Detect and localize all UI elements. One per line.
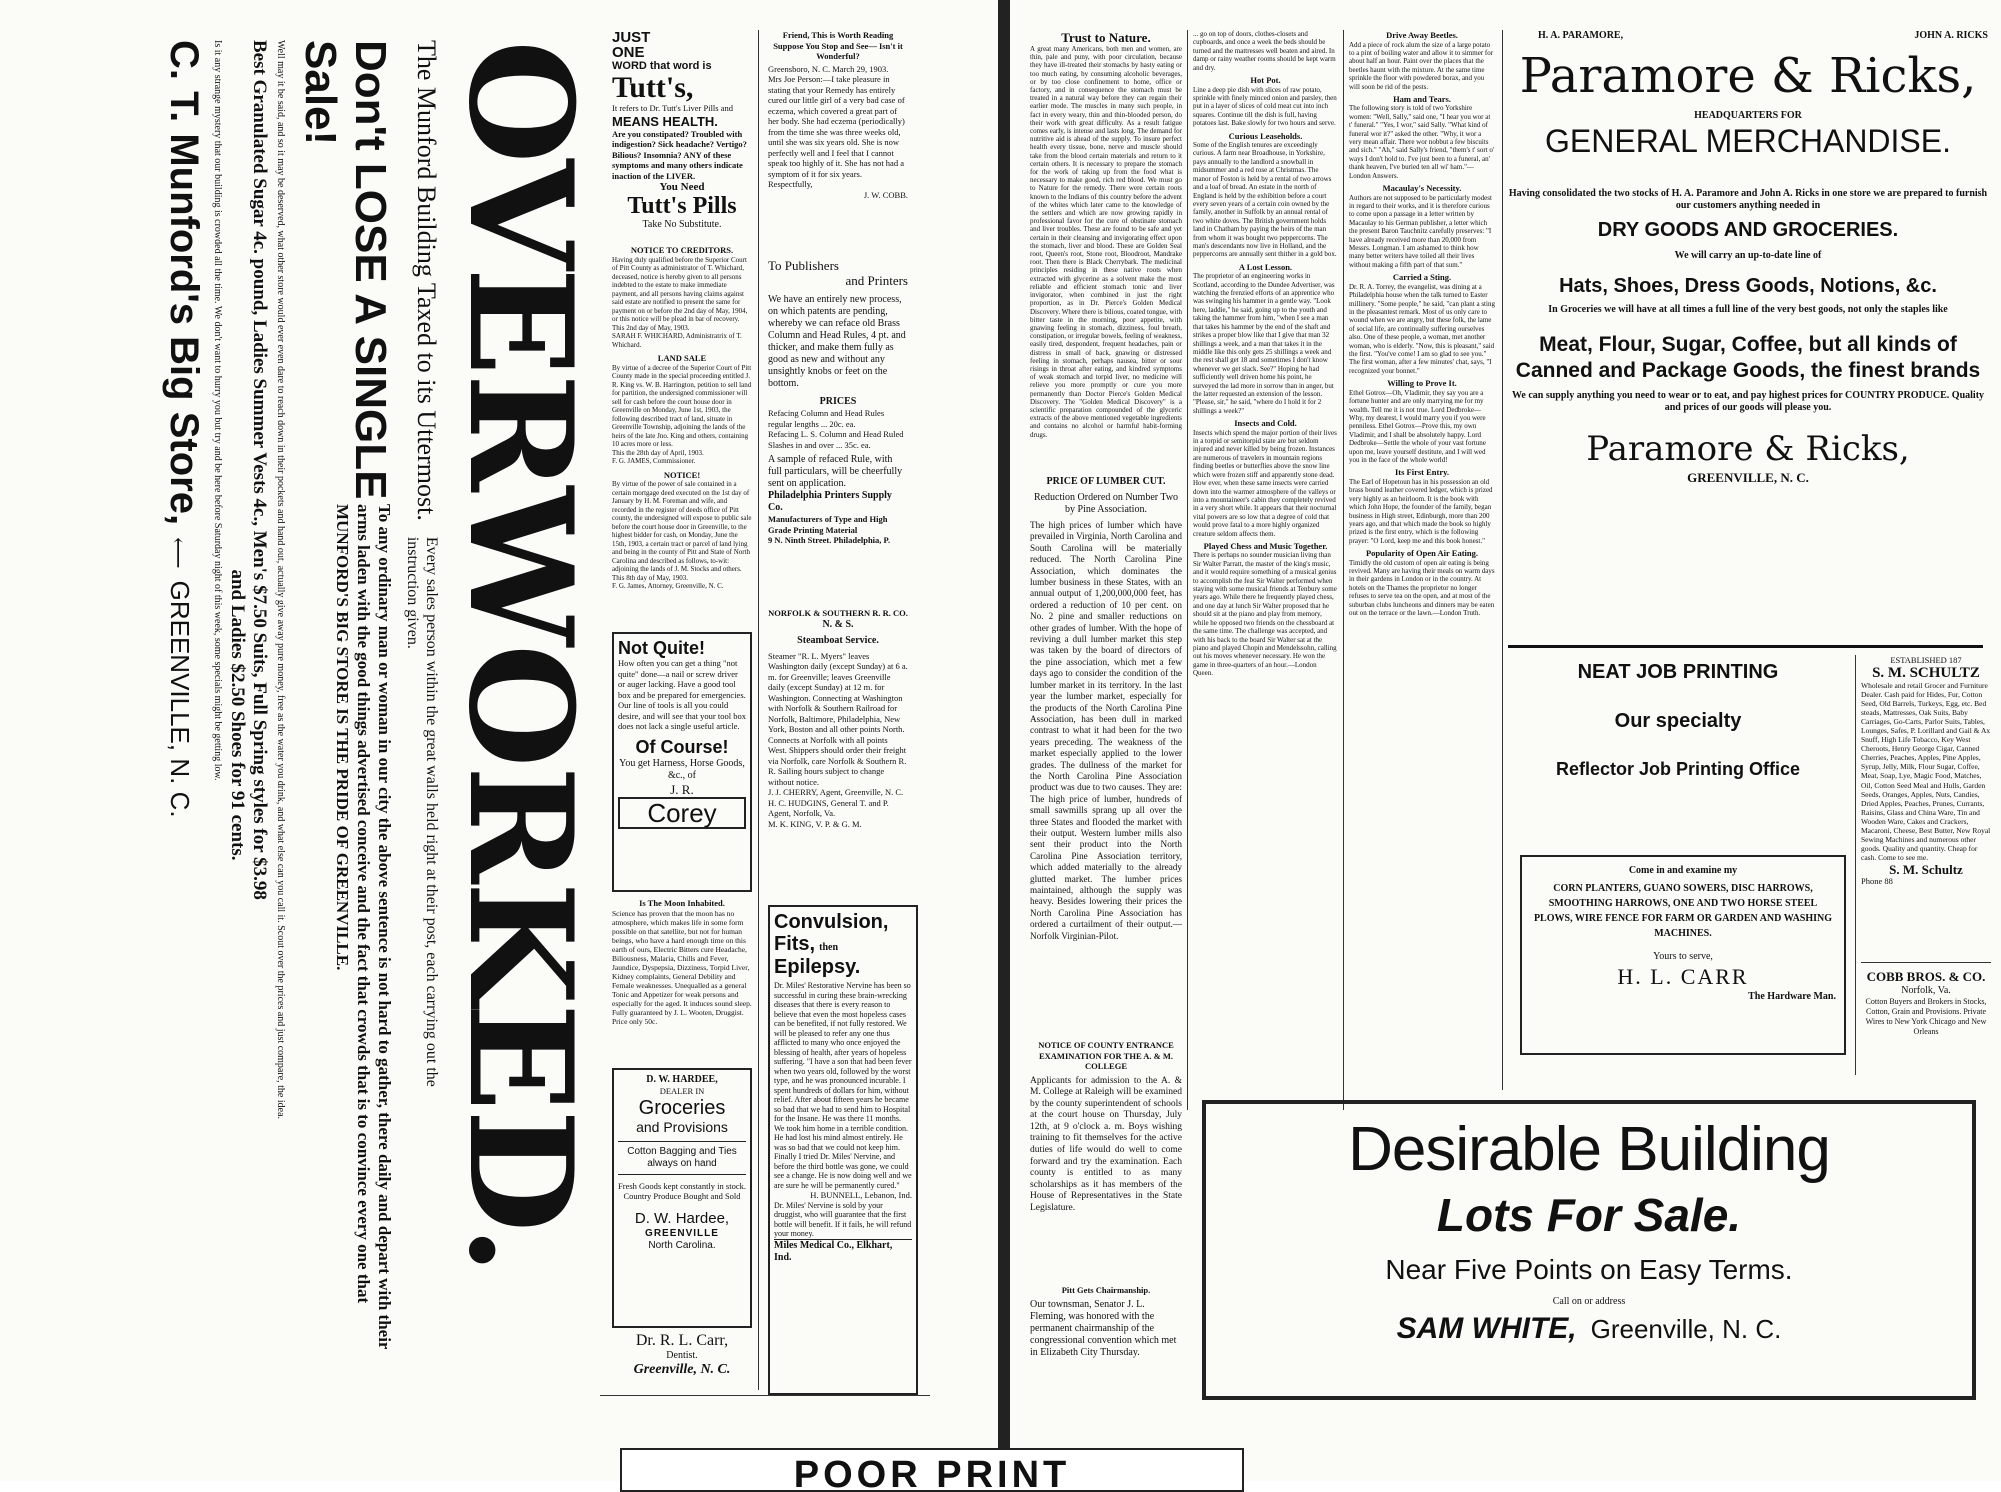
publishers-body: We have an entirely new process, on which patents are pending, whereby we can reface old Brass Column and Head Rules, 4 pt. and thicker, and make them fully as good as new and without any unsightly knobs or feet on the bottom. <box>768 294 906 389</box>
railroad-t3: Steamboat Service. <box>797 634 879 646</box>
hardee-name: D. W. HARDEE, <box>646 1074 718 1085</box>
trust-title: Trust to Nature. <box>1061 30 1151 45</box>
publishers-t2: and Printers <box>845 273 908 288</box>
lesson-body: The proprietor of an engineering works in Scotland, according to the Dundee Advertiser, was watching the frenzied efforts of an apprentice who was swinging his hammer in a gentle way. "Look here, laddie," he said, going up to the youth and taking the hammer from him, "when I see a man that takes his hammer by the end of the shaft and strikes a proper blow like that I give that man 32 shillings a week, and a man that takes it in the middle like this only gets 25 shillings a week and the rest shall get 18 and sometimes I don't know whenever we get slack. See?" Hoping he had sufficiently well driven home his point, he surveyed the lad more in sorrow than in anger, but the latter requested an extension of the lesson. "Please, sir," he said, "where do I hold it for 2 shillings a week?" <box>1193 272 1335 415</box>
hardee-cotton: Cotton Bagging and Ties always on hand <box>618 1141 746 1175</box>
macaulay-body: Authors are not supposed to be particularly modest in regard to their works, and it is therefore curious to come upon a passage in a letter written by Macaulay to his German publisher, a letter which the present Baron Tauchnitz carefully preserves: "I have already received more than 20,000 from Messrs. Longman. I am ashamed to think how many better writers have toiled all their lives without making a fifth part of that sum." <box>1349 193 1492 269</box>
chair-title: Pitt Gets Chairmanship. <box>1061 1285 1151 1295</box>
carr-dentist-ad <box>612 1332 752 1392</box>
paramore-ricks-ad <box>1508 30 1988 640</box>
of-course-title: Of Course! <box>635 736 729 757</box>
convulsion-t4: Epilepsy. <box>774 956 861 978</box>
exam-title: NOTICE OF COUNTY ENTRANCE EXAMINATION FOR THE A. & M. COLLEGE <box>1038 1040 1174 1071</box>
chairmanship-article <box>1030 1285 1182 1385</box>
notice-creditors-body: Having duly qualified before the Superior Court of Pitt County as administrator of T. Whichard, deceased, notice is hereby given to all persons indebted to the estate to make immediate payment, and all persons having claims against said estate are notified to present the same for payment on or before the 2nd day of May, 1904, or this notice will be plead in bar of recovery. This 2nd day of May, 1903. <box>612 255 748 332</box>
corey-name: Corey <box>618 797 746 829</box>
sting-title: Carried a Sting. <box>1392 272 1452 283</box>
job-t3: Reflector Job Printing Office <box>1555 759 1801 779</box>
insects-body: Insects which spend the major portion of their lives in a torpid or semitorpid state are but seldom injured and never killed by being frozen. Instances are numerous of travelers in mountain regions finding beetles or butterflies above the snow line which were frozen stiff and apparently stone dead. How ever, when these same insects were carried down into the warmer atmosphere of the valleys or into a mountaineer's cabin they completely revived in a very short while. It appears that their nocturnal vital powers are so low that a degree of cold that would prove fatal to a more highly organized creature seldom affects them. <box>1193 428 1337 538</box>
paramore-name2: Paramore & Ricks, <box>1586 429 1910 469</box>
openair-title: Popularity of Open Air Eating. <box>1365 548 1478 559</box>
left-newspaper-page <box>0 0 998 1481</box>
tutt-l1: JUST <box>612 30 651 46</box>
job-t1: NEAT JOB PRINTING <box>1577 661 1779 683</box>
publishers-t1: To Publishers <box>768 258 839 273</box>
land-sale-title: LAND SALE <box>657 353 707 363</box>
convulsion-t2: Fits, <box>774 933 816 955</box>
munford-small1: Well may it be said, and so it may be deserved, what other store would ever even dare to reach down in their pockets and hand out, actually give away pure money, free as the water you drink, and what else can you call it. Scout over the prices and just compare, the idea. <box>275 40 286 1120</box>
right-newspaper-page <box>1010 0 2001 1481</box>
exam-notice <box>1030 1040 1182 1270</box>
trust-to-nature-article <box>1030 30 1182 470</box>
munford-dont-lose: Don't LOSE A SINGLE Sale! <box>296 40 395 500</box>
carr-dentist: Dentist. <box>666 1350 698 1361</box>
tutt-l6: MEANS HEALTH. <box>612 113 718 129</box>
prove-title: Willing to Prove It. <box>1387 378 1457 389</box>
friend-sign: J. W. COBB. <box>863 189 908 200</box>
beetles-title: Drive Away Beetles. <box>1386 30 1458 40</box>
building-t4: Call on or address <box>1552 1296 1626 1307</box>
tutt-l2: ONE <box>612 44 645 61</box>
schultz-est: ESTABLISHED 187 <box>1890 655 1962 665</box>
munford-store-name: C. T. Munford's Big Store, <box>162 40 206 526</box>
munford-shoes: and Ladies $2.50 Shoes for 91 cents. <box>227 569 249 861</box>
lesson-title: A Lost Lesson. <box>1238 261 1293 272</box>
railroad-s3: M. K. KING, V. P. & G. M. <box>768 818 862 829</box>
munford-sub2: Every sales person within the great walls held right at their post, each carrying out the instruction given. <box>404 536 440 1087</box>
building-t3: Near Five Points on Easy Terms. <box>1385 1254 1793 1285</box>
hardee-fresh: Fresh Goods kept constantly in stock. Country Produce Bought and Sold <box>618 1180 746 1201</box>
friend-head: Friend, This is Worth Reading Suppose You Stop and See— Isn't it Wonderful? <box>773 30 903 61</box>
building-t2: Lots For Sale. <box>1436 1189 1742 1241</box>
cobb-body: Cotton Buyers and Brokers in Stocks, Cotton, Grain and Provisions. Private Wires to New York Chicago and New Orleans <box>1865 997 1987 1036</box>
friend-testimonial <box>768 30 908 250</box>
paramore-header-left: H. A. PARAMORE, <box>1538 30 1624 41</box>
moon-article <box>612 898 752 1063</box>
paramore-city: GREENVILLE, N. C. <box>1687 470 1809 485</box>
publishers-p3: A sample of refaced Rule, with full particulars, will be cheerfully sent on application. <box>768 454 903 489</box>
convulsion-co: Miles Medical Co., Elkhart, Ind. <box>774 1239 912 1264</box>
notice-creditors-sign: SARAH F. WHICHARD, Administratrix of T. Whichard. <box>612 332 742 349</box>
convulsion-t1: Convulsion, <box>774 911 889 933</box>
carr-name: Dr. R. L. Carr, <box>635 1332 729 1349</box>
land-sale-sign: F. G. JAMES, Commissioner. <box>612 457 696 465</box>
friend-dateline: Greensboro, N. C. March 29, 1903. <box>768 63 889 74</box>
building-city: Greenville, N. C. <box>1590 1314 1782 1344</box>
corey-initials: J. R. <box>670 781 694 797</box>
publishers-co2: Manufacturers of Type and High Grade Printing Material <box>768 514 888 535</box>
convulsion-epilepsy-ad <box>768 905 918 1395</box>
insects-title: Insects and Cold. <box>1234 418 1297 429</box>
corey-harness-ad <box>612 632 752 892</box>
job-printing-ad <box>1508 655 1848 840</box>
carr-hw-title: The Hardware Man. <box>1748 991 1836 1002</box>
munford-big-store-ad <box>5 40 603 1390</box>
paramore-hq: HEADQUARTERS FOR <box>1694 110 1802 121</box>
tutt-questions: Are you constipated? Troubled with indigestion? Sick headache? Vertigo? Bilious? Insomnia? ANY of these symptoms and many others indicate inaction of the LIVER. <box>612 128 747 181</box>
chess-title: Played Chess and Music Together. <box>1203 540 1328 551</box>
legal-notices <box>612 245 752 625</box>
hardee-state: North Carolina. <box>648 1239 716 1251</box>
notice2-title: NOTICE! <box>663 469 701 480</box>
convulsion-t3: then <box>819 942 839 953</box>
beetles-body: Add a piece of rock alum the size of a large potato to a pint of boiling water and allow it to simmer for about half an hour. Paint over the places that the beetles haunt with the mixture. At the same time sprinkle the floor with powdered borax, and you will soon be rid of the pests. <box>1349 40 1494 91</box>
miscellany-column-2 <box>1193 30 1338 1110</box>
lumber-sub: Reduction Ordered on Number Two by Pine Association. <box>1033 492 1179 515</box>
land-sale-body: By virtue of a decree of the Superior Court of Pitt County made in the special proceeding entitled J. R. King vs. W. B. Harrington, petition to sell land for partition, the undersigned commissioner will sell for cash before the court house door in Greenville on Monday, June 1st, 1903, the following described tract of land, situate in Greenville Township, adjoining the lands of the heirs of the late Jno. King and others, containing 10 acres more or less. <box>612 363 752 448</box>
entry-title: Its First Entry. <box>1394 467 1450 478</box>
building-t1: Desirable Building <box>1348 1115 1830 1184</box>
paramore-header-right: JOHN A. RICKS <box>1914 30 1988 41</box>
tutts-pills-ad <box>612 30 752 240</box>
munford-para1: To any ordinary man or woman in our city the above sentence is not hard to gather, there daily and depart with their arms laden with the good things advertised conceive and the fact that crowds that is to convince every one that MUNFORD'S BIG STORE IS THE PRIDE OF GREENVILLE. <box>333 504 394 1350</box>
cobb-bros-ad <box>1861 962 1991 1073</box>
railroad-t1: NORFOLK & SOUTHERN R. R. CO. <box>768 608 908 618</box>
cobb-city: Norfolk, Va. <box>1901 985 1951 996</box>
publishers-co3: 9 N. Ninth Street. Philadelphia, P. <box>768 535 891 545</box>
publishers-co: Philadelphia Printers Supply Co. <box>768 490 892 513</box>
notice2-body: By virtue of the power of sale contained in a certain mortgage deed executed on the 1st day of January by H. M. Foreman and wife, and recorded in the register of deeds office of Pitt county, the undersigned will expose to public sale before the court house door in Greenville, to the highest bidder for cash, on Monday, June the 15th, 1903, a certain tract or parcel of land lying and being in the county of Pitt and State of North Carolina and described as follows, to-wit: adjoining the lands of J. M. Stocks and others. This 8th day of May, 1903. <box>612 480 752 582</box>
page-gutter <box>998 0 1010 1481</box>
tutt-l3: WORD that word is <box>612 60 712 72</box>
openair-body: Timidly the old custom of open air eating is being revived. Many are having their meals on warm days in their gardens in London or in the country. At hotels on the Thames the proprietor no longer refuses to serve tea on the open, and at most of the suburban clubs luncheons and dinners may be eaten out on the terrace or the lawn.—London Truth. <box>1349 558 1495 618</box>
leaseholds-body: Some of the English tenures are exceedingly curious. A farm near Broadhouse, in Yorkshire, pays annually to the landlord a snowball in midsummer and a red rose at Christmas. The manor of Foston is held by a rental of two arrows and a loaf of bread. An estate in the north of England is held by the exhibition before a court every seven years of a certain coin owned by the family, another in Suffolk by an annual rental of two white doves. The British government holds land in Chatham by paying the heirs of the man from whom it was bought two peppercorns. The man's descendants now live in Holland, and the peppercorns are annually sent thither in a gold box. <box>1193 141 1337 259</box>
munford-best: Best Granulated Sugar 4c. pound, Ladies Summer Vests 4c., Men's $7.50 Suits, Full Spring styles for $3.98 <box>249 40 271 900</box>
paramore-hats: Hats, Shoes, Dress Goods, Notions, &c. <box>1559 275 1937 297</box>
munford-city: GREENVILLE, N. C. <box>165 580 195 818</box>
railroad-t2: N. & S. <box>822 618 854 630</box>
hotpot-body: Line a deep pie dish with slices of raw potato, sprinkle with finely minced onion and parsley, then put in a layer of slices of cold meat cut into inch squares. Continue till the dish is full, having potatoes last. Bake slowly for two hours and serve. <box>1193 85 1337 128</box>
sting-body: Dr. R. A. Torrey, the evangelist, was dining at a Philadelphia house when the talk turned to Easter millinery. "Some people," he said, "can plant a sting in the pleasantest remark. Most of us only care to wound when we are angry, but these folk, the lame of social life, are continually suffering ourselves also. One of these people, a woman, met another woman, who is elderly. "Now, this is pleasant," said the first. "You've come! I am so glad to see you." The first woman, after a few minutes' chat, says, "I recognized your bonnet." <box>1349 282 1495 375</box>
moon-title: Is The Moon Inhabited. <box>639 898 725 908</box>
munford-small2: Is it any strange mystery that our building is crowded all the time. We don't want to hurry you but try and be here before Saturday night of this week, some specials might be getting low. <box>212 40 224 781</box>
munford-overworked: OVERWORKED. <box>437 40 603 1273</box>
railroad-s2: H. C. HUDGINS, General T. and P. Agent, Norfolk, Va. <box>768 797 889 818</box>
munford-sub: The Munford Building Taxed to its Uttermost. <box>412 40 441 521</box>
hardee-groceries: Groceries <box>638 1096 726 1119</box>
carr-hardware-ad <box>1520 855 1846 1055</box>
paramore-gm: GENERAL MERCHANDISE. <box>1545 123 1951 159</box>
carr-hw-body: CORN PLANTERS, GUANO SOWERS, DISC HARROWS, SMOOTHING HARROWS, ONE AND TWO HORSE STEEL PLOWS, WIRE FENCE FOR FARM OR GARDEN AND WASHING MACHINES. <box>1533 883 1833 939</box>
carr-hw-name: H. L. CARR <box>1617 964 1749 989</box>
carr-hw-t1: Come in and examine my <box>1628 865 1738 876</box>
notice2-sign: F. G. James, Attorney, Greenville, N. C. <box>612 582 724 590</box>
arrow-icon: ⟵ <box>166 537 191 569</box>
railroad-schedule <box>768 608 908 898</box>
exam-body: Applicants for admission to the A. & M. College at Raleigh will be examined by the county superintendent of schools at the court house on Thursday, July 12th, at 9 o'clock a. m. Boys wishing training to fit themselves for the active duties of life would do well to come forward and try the examination. Each county is entitled to as many scholarships as it has members of the House of Representatives in the State Legislature. <box>1030 1075 1182 1214</box>
paramore-groceries: In Groceries we will have at all times a full line of the very best goods, not only the staples like <box>1548 304 1948 315</box>
poor-print-strip: POOR PRINT <box>620 1448 1244 1492</box>
ham-body: The following story is told of two Yorkshire women: "Well, Sally," said one, "I hear you wor at t' funeral." "Yes, I wor," said Sally. "What kind of funeral wor it?" asked the other. "Why, it wor a very mean affair. There wor nobbut a few biscuits and sich." "Ah," said Sally's friend, "them's t' sort o' ways I don't hold to. I've just been to a funeral, an' thank heaven, I've buried ten all wi' ham."—London Answers. <box>1349 104 1495 180</box>
carr-hw-ys: Yours to serve, <box>1653 951 1713 962</box>
convulsion-body: Dr. Miles' Restorative Nervine has been so successful in curing these brain-wrecking diseases that there is every reason to believe that even the most hopeless cases can be benefited, if not fully restored. We will be pleased to refer any one thus afflicted to many who once enjoyed the blessing of health, after years of hopeless suffering. "I have a son that had been fever when two years old, followed by the worst type, and he was pronounced incurable. I spent hundreds of dollars for him, without relief. After about fifteen years he became so bad that we had to send him to Hospital for the Insane. He was there 11 months. We took him home in a terrible condition. He had lost his mind almost entirely. He was so bad that we could not keep him. Finally I tried Dr. Miles' Nervine, and before the third bottle was gone, we could see a change. He is now doing well and we are sure he will be permanently cured." <box>774 981 912 1190</box>
convulsion-sign: H. BUNNELL, Lebanon, Ind. <box>810 1190 912 1200</box>
schultz-phone: Phone 88 <box>1861 876 1893 887</box>
hardee-groceries-ad <box>612 1068 752 1328</box>
of-course-body: You get Harness, Horse Goods, &c., of <box>619 757 745 781</box>
cobb-name: COBB BROS. & CO. <box>1866 969 1986 984</box>
tutt-l5: It refers to Dr. Tutt's Liver Pills and <box>612 103 734 113</box>
prove-body: Ethel Gotrox—Oh, Vladimir, they say you are a fortune hunter and are only marrying me for my wealth. Tell me it is not true. Lord Dedbroke—Why, my dearest, I would marry you if you were penniless. Ethel Gotrox—Prove this, my own Vladimir, and I shall be absolutely happy. Lord Dedbroke—Settle the whole of your vast fortune upon me, leave yourself destitute, and I will wed you in the face of the whole world! <box>1349 388 1486 464</box>
hardee-provisions: and Provisions <box>636 1118 728 1135</box>
publishers-prices: PRICES <box>819 396 857 407</box>
hardee-city: GREENVILLE <box>645 1227 719 1239</box>
chair-body: Our townsman, Senator J. L. Fleming, was honored with the permanent chairmanship of the congressional convention which met in Elizabeth City Thursday. <box>1030 1298 1177 1358</box>
macaulay-title: Macaulay's Necessity. <box>1382 183 1462 194</box>
leaseholds-title: Curious Leaseholds. <box>1228 130 1303 141</box>
lumber-article <box>1030 476 1182 1036</box>
job-t2: Our specialty <box>1614 710 1742 732</box>
publishers-p2: Refacing L. S. Column and Head Ruled Slashes in and over ... 35c. ea. <box>768 429 904 450</box>
paramore-carry: We will carry an up-to-date line of <box>1674 250 1822 261</box>
entry-body: The Earl of Hopetoun has in his possession an old brass bound leather covered ledger, which is prized very highly as an heirloom. It is the book with which John Hope, the founder of the family, began business in High street, Edinburgh, more than 200 years ago, and that which made the book so highly prized is the first entry, which is the following prayer: "O Lord, keep me and this book honest." <box>1349 477 1493 545</box>
not-quite-title: Not Quite! <box>618 638 705 658</box>
paramore-supply: We can supply anything you need to wear or to eat, and pay highest prices for COUNTRY PRODUCE. Quality and prices of our goods will please you. <box>1511 390 1985 413</box>
tutt-l9: Take No Substitute. <box>642 219 722 230</box>
building-lots-ad <box>1202 1100 1976 1400</box>
publishers-rules-ad <box>768 258 908 603</box>
paramore-consolidated: Having consolidated the two stocks of H. A. Paramore and John A. Ricks in one store we are prepared to furnish our customers anything needed in <box>1508 188 1988 211</box>
ham-title: Ham and Tears. <box>1393 93 1451 104</box>
railroad-s1: J. J. CHERRY, Agent, Greenville, N. C. <box>768 787 904 797</box>
schultz-name: S. M. SCHULTZ <box>1872 664 1980 681</box>
schultz-body: Wholesale and retail Grocer and Furniture Dealer. Cash paid for Hides, Fur, Cotton Seed, Old Barrels, Turkeys, Egg, etc. Bed steads, Mattresses, Oak Suits, Baby Carriages, Go-Carts, Parlor Suits, Tables, Lounges, Safes, P. Lorillard and Gail & Ax Snuff, High Life Tobacco, Key West Cheroots, Henry George Cigar, Canned Cherries, Peaches, Apples, Pine Apples, Syrup, Jelly, Milk, Flour Sugar, Coffee, Meat, Soap, Lye, Magic Food, Matches, Oil, Cotton Seed Meal and Hulls, Garden Seeds, Oranges, Apples, Nuts, Candies, Dried Apples, Peaches, Prunes, Currants, Raisins, Glass and China Ware, Tin and Wooden Ware, Cakes and Crackers, Macaroni, Cheese, Best Butter, New Royal Sewing Machines and numerous other goods. Quality and quantity. Cheap for cash. Come to see me. <box>1861 680 1991 863</box>
land-sale-date: This the 28th day of April, 1903. <box>612 448 704 457</box>
miscellany-column-3 <box>1349 30 1495 1110</box>
tutt-l8: Tutt's Pills <box>627 193 737 219</box>
publishers-p1: Refacing Column and Head Rules regular lengths ... 20c. ea. <box>768 408 885 429</box>
hardee-name2: D. W. Hardee, <box>634 1209 730 1227</box>
not-quite-body: How often you can get a thing "not quite" done—a nail or screw driver or auger lacking. Have a good tool box and be prepared for emergencies. Our line of tools is all you could desire, and will see that your tool box does not lack a single useful article. <box>618 658 746 731</box>
chess-body: There is perhaps no sounder musician living than Sir Walter Parratt, the master of the king's music, and it would require something of a musical genius to accomplish the feat Sir Walter performed when staying with some musical friends at Tenbury some years ago. While there he frequently played chess, and one day at lunch Sir Walter proposed that he should sit at the piano and play from memory, while he opposed two friends on the chessboard at the same time. The challenge was accepted, and with his back to the board Sir Walter sat at the piano and played Chopin and Mendelssohn, calling out his moves whenever necessary. He won the game in three-quarters of an hour.—London Queen. <box>1193 551 1337 678</box>
lumber-title: PRICE OF LUMBER CUT. <box>1046 476 1166 487</box>
hardee-dealer: DEALER IN <box>659 1086 705 1096</box>
schultz-sign: S. M. Schultz <box>1889 862 1963 878</box>
hotpot-title: Hot Pot. <box>1250 75 1281 86</box>
paramore-dry-goods: DRY GOODS AND GROCERIES. <box>1597 219 1899 241</box>
trust-body: A great many Americans, both men and women, are thin, pale and puny, with poor circulation, because they have ill-treated their stomachs by hasty eating or too much eating, by consuming alcoholic beverages, or by too close confinement to home, office or factory, and in consequence the stomach must be treated in a natural way before they can regain their earlier mode. The muscles in many such people, in fact in every weary, thin and thin-blooded person, do their work with great difficulty. As a result fatigue comes early, is intense and lasts long. The demand for nutritive aid is ahead of the supply. To insure perfect health every tissue, bone, nerve and muscle should take from the blood certain materials and return to it certain others. It is necessary to prepare the stomach for the work of taking up from the food what is necessary to make good, rich red blood. We must go to Nature for the remedy. There were certain roots known to the Indians of this country before the advent of the whites which later came to the knowledge of the settlers and which are now growing rapidly in professional favor for the cure of obstinate stomach and liver troubles. These are found to be safe and yet certain in their cleansing and invigorating effect upon the stomach, liver and blood. These are Golden Seal root, Queen's root, Stone root, Bloodroot, Mandrake root. Then there is Black Cherrybark. The medicinal principles residing in these native roots when extracted with glycerine as a solvent make the most reliable and efficient stomach tonic and liver invigorator, when combined in just the right proportion, as in Dr. Pierce's Golden Medical Discovery. Where there is bilious, coated tongue, with bitter taste in the morning, poor appetite, with gnawing feeling in stomach, dizziness, foul breath, constipation, or irregular bowels, feeling of weakness, easily tired, despondent, frequent headaches, pain or distress in small of back, gnawing or distressed feeling in stomach, perhaps nausea, bitter or sour risings in throat after eating, and kindred symptoms of weak stomach and torpid liver, no medicine will relieve you more promptly or cure you more permanently than Doctor Pierce's Golden Medical Discovery. The "Golden Medical Discovery" is a scientific preparation compounded of the glyceric extracts of the above mentioned vegetable ingredients and contains no alcohol or harmful habit-forming drugs. <box>1030 45 1182 439</box>
friend-body: Mrs Joe Person:—I take pleasure in stating that your Remedy has entirely cured our little girl of a very bad case of eczema, which covered a great part of her body. She had eczema (periodically) from the time she was three weeks old, until she was six years old. She is now perfectly well and I feel that I cannot speak too highly of it. She has not had a symptom of it for six years. Respectfully, <box>768 74 905 189</box>
moon-body: Science has proven that the moon has no atmosphere, which makes life in some form possible on that satellite, but not for human beings, who have a hard enough time on this earth of ours, Electric Bitters cure Headache, Biliousness, Malaria, Chills and Fever, Jaundice, Dyspepsia, Dizziness, Torpid Liver, Kidney complaints, General Debility and Female weaknesses. Unequalled as a general Tonic and Appetizer for weak persons and especially for the aged. It induces sound sleep. Fully guaranteed by J. L. Wooten, Druggist. Price only 50c. <box>612 908 752 1026</box>
notice-creditors-title: NOTICE TO CREDITORS. <box>630 245 734 255</box>
tutt-l7: You Need <box>659 181 705 193</box>
convulsion-body2: Dr. Miles' Nervine is sold by your druggist, who will guarantee that the first bottle will benefit. If it fails, he will refund your money. <box>774 1200 912 1238</box>
paramore-title: Paramore & Ricks, <box>1519 48 1977 104</box>
schultz-grocer-ad <box>1861 655 1991 955</box>
carr-city: Greenville, N. C. <box>633 1362 731 1377</box>
lumber-body: The high prices of lumber which have prevailed in Virginia, North Carolina and South Carolina will be materially reduced. The North Carolina Pine Association, which dominates the lumber business in these States, with an annual output of 1,200,000,000 feet, has ordered a reduction of 10 per cent. on No. 2 pine and smaller reductions on other grades of lumber. With the hope of reviving a dull lumber market this step was taken by the board of directors of the pine association, which met a few days ago to consider the condition of the lumber market in its territory. In the last year the lumber market, especially for the products of the North Carolina Pine Association, has been dull in marked contrast to what it had been for the two years preceding. The weakness of the market especially applied to the lower grades. The dullness of the market for the North Carolina Pine Association product was due to two causes. They are: The high price of lumber, hundreds of small sawmills sprang up all over the three States and flooded the market with their output. Western lumber mills also sent their product into the North Carolina Pine Association territory, which added materially to the already glutted market. The lumber prices maintained, although the supply was heavy. Besides lowering their prices the North Carolina Pine Association has ordered a curtailment of their output.—Norfolk Virginian-Pilot. <box>1030 520 1182 941</box>
building-name: SAM WHITE, <box>1396 1312 1577 1345</box>
tutt-l4: Tutt's, <box>612 71 694 104</box>
railroad-body: Steamer "R. L. Myers" leaves Washington daily (except Sunday) at 6 a. m. for Greenville; leaves Greenville daily (except Sunday) at 12 m. for Washington. Connecting at Washington with Norfolk & Southern Railroad for Norfolk, Baltimore, Philadelphia, New York, Boston and all other points North. Connects at Norfolk with all points West. Shippers should order their freight via Norfolk, care Norfolk & Southern R. R. Sailing hours subject to change without notice. <box>768 650 908 787</box>
paramore-meat: Meat, Flour, Sugar, Coffee, but all kinds of Canned and Package Goods, the finest brands <box>1515 333 1981 382</box>
col2-p1: ... go on top of doors, clothes-closets and cupboards, and once a week the beds should be turned and the mattresses well beaten and aired. In damp or rainy weather rooms should be kept warm and dry. <box>1193 30 1336 72</box>
